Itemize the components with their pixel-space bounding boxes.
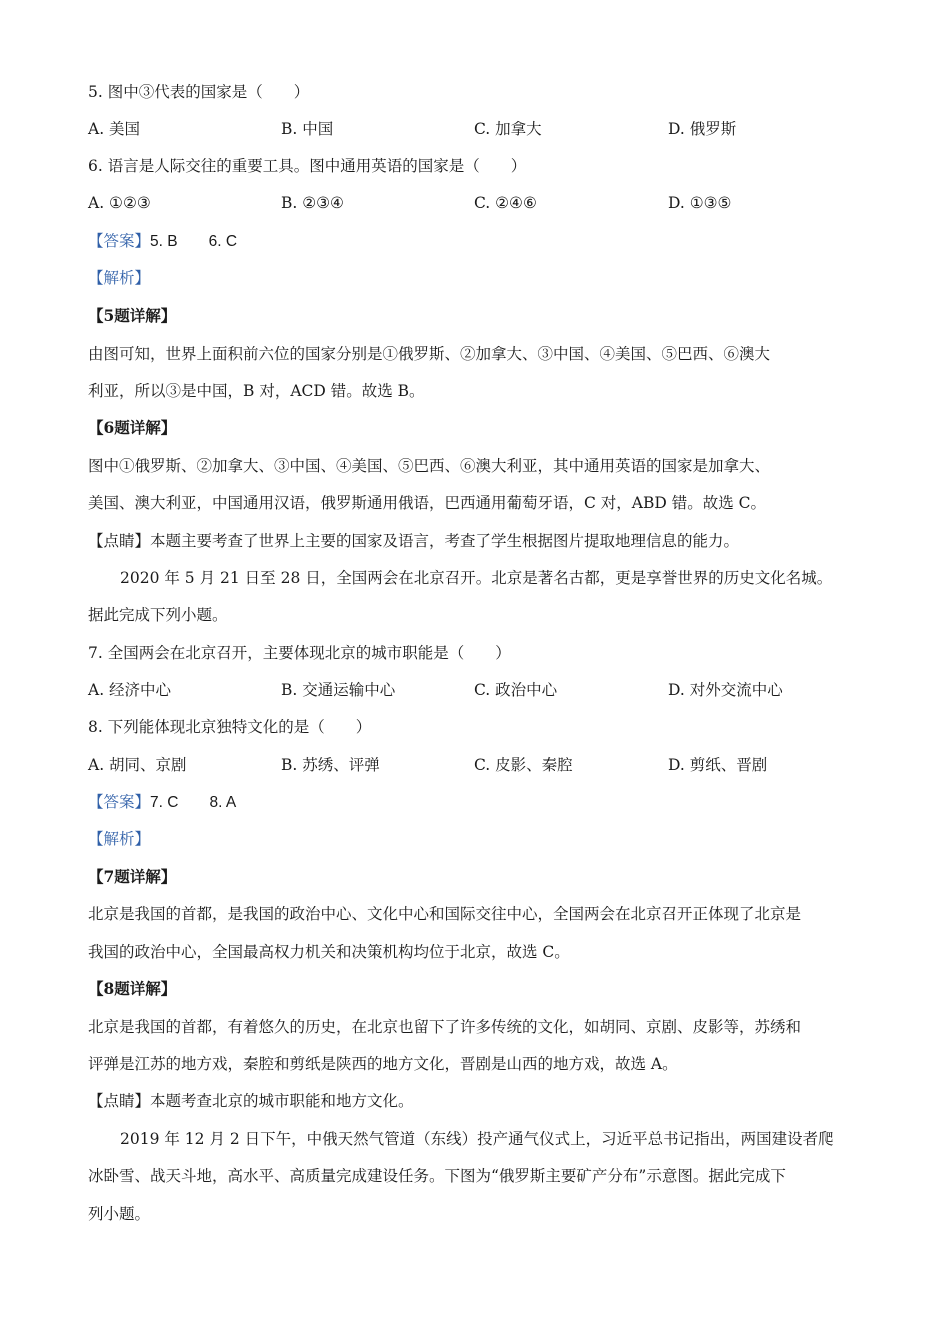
intro-3-line-3: 列小题。 xyxy=(88,1205,151,1223)
answer-block-1 xyxy=(88,231,237,252)
detail-6-line-1: 图中①俄罗斯、②加拿大、③中国、④美国、⑤巴西、⑥澳大利亚，其中通用英语的国家是加拿大、 xyxy=(88,457,771,475)
comment-1: 【点睛】本题主要考查了世界上主要的国家及语言，考查了学生根据图片提取地理信息的能力。 xyxy=(88,532,740,550)
question-8-option-a: A. 胡同、京剧 xyxy=(88,756,187,774)
detail-5-line-2: 利亚，所以③是中国，B 对，ACD 错。故选 B。 xyxy=(88,382,425,400)
question-6-option-b: B. ②③④ xyxy=(281,194,344,212)
question-7-option-a: A. 经济中心 xyxy=(88,681,172,699)
question-8-option-d: D. 剪纸、晋剧 xyxy=(668,756,768,774)
detail-5-line-1: 由图可知，世界上面积前六位的国家分别是①俄罗斯、②加拿大、③中国、④美国、⑤巴西、⑥澳大 xyxy=(88,345,771,363)
question-6-option-c: C. ②④⑥ xyxy=(474,194,537,212)
comment-2: 【点睛】本题考查北京的城市职能和地方文化。 xyxy=(88,1092,414,1110)
intro-2-line-2: 据此完成下列小题。 xyxy=(88,606,228,624)
detail-6-line-2: 美国、澳大利亚，中国通用汉语，俄罗斯通用俄语，巴西通用葡萄牙语，C 对，ABD 错。故选 C。 xyxy=(88,494,767,512)
detail-7-heading: 【7题详解】 xyxy=(88,867,177,886)
question-6-option-d: D. ①③⑤ xyxy=(668,194,732,212)
detail-8-heading: 【8题详解】 xyxy=(88,979,177,998)
detail-5-heading: 【5题详解】 xyxy=(88,306,177,325)
question-7-stem: 7. 全国两会在北京召开，主要体现北京的城市职能是（ ） xyxy=(88,644,511,662)
question-8-stem: 8. 下列能体现北京独特文化的是（ ） xyxy=(88,718,372,736)
question-6-stem: 6. 语言是人际交往的重要工具。图中通用英语的国家是（ ） xyxy=(88,157,527,175)
detail-8-line-1: 北京是我国的首都，有着悠久的历史，在北京也留下了许多传统的文化，如胡同、京剧、皮影等，苏绣和 xyxy=(88,1018,802,1036)
answer-block-2 xyxy=(88,792,236,813)
question-7-option-b: B. 交通运输中心 xyxy=(281,681,396,699)
question-8-option-c: C. 皮影、秦腔 xyxy=(474,756,573,774)
detail-7-line-1: 北京是我国的首都，是我国的政治中心、文化中心和国际交往中心，全国两会在北京召开正体现了北京是 xyxy=(88,905,802,923)
detail-6-heading: 【6题详解】 xyxy=(88,418,177,437)
intro-3-line-2: 冰卧雪、战天斗地，高水平、高质量完成建设任务。下图为“俄罗斯主要矿产分布”示意图。据此完成下 xyxy=(88,1167,786,1185)
question-7-option-d: D. 对外交流中心 xyxy=(668,681,783,699)
detail-7-line-2: 我国的政治中心，全国最高权力机关和决策机构均位于北京，故选 C。 xyxy=(88,943,570,961)
question-5-option-a: A. 美国 xyxy=(88,120,141,138)
answer-label: 【答案】 xyxy=(88,232,151,250)
question-6-option-a: A. ①②③ xyxy=(88,194,151,212)
answer-label: 【答案】 xyxy=(88,793,151,811)
question-8-option-b: B. 苏绣、评弹 xyxy=(281,756,380,774)
question-5-stem: 5. 图中③代表的国家是（ ） xyxy=(88,83,310,101)
question-5-option-c: C. 加拿大 xyxy=(474,120,542,138)
intro-3-line-1: 2019 年 12 月 2 日下午，中俄天然气管道（东线）投产通气仪式上，习近平总书记指出，两国建设者爬 xyxy=(120,1130,834,1148)
question-5-option-d: D. 俄罗斯 xyxy=(668,120,737,138)
answer-text: 5. B 6. C xyxy=(150,233,238,250)
question-5-option-b: B. 中国 xyxy=(281,120,334,138)
question-7-option-c: C. 政治中心 xyxy=(474,681,558,699)
analysis-label: 【解析】 xyxy=(88,269,151,287)
intro-2-line-1: 2020 年 5 月 21 日至 28 日，全国两会在北京召开。北京是著名古都，更是享誉世界的历史文化名城。 xyxy=(120,569,833,587)
detail-8-line-2: 评弹是江苏的地方戏，秦腔和剪纸是陕西的地方文化，晋剧是山西的地方戏，故选 A。 xyxy=(88,1055,678,1073)
answer-text: 7. C 8. A xyxy=(150,794,237,811)
analysis-label: 【解析】 xyxy=(88,830,151,848)
